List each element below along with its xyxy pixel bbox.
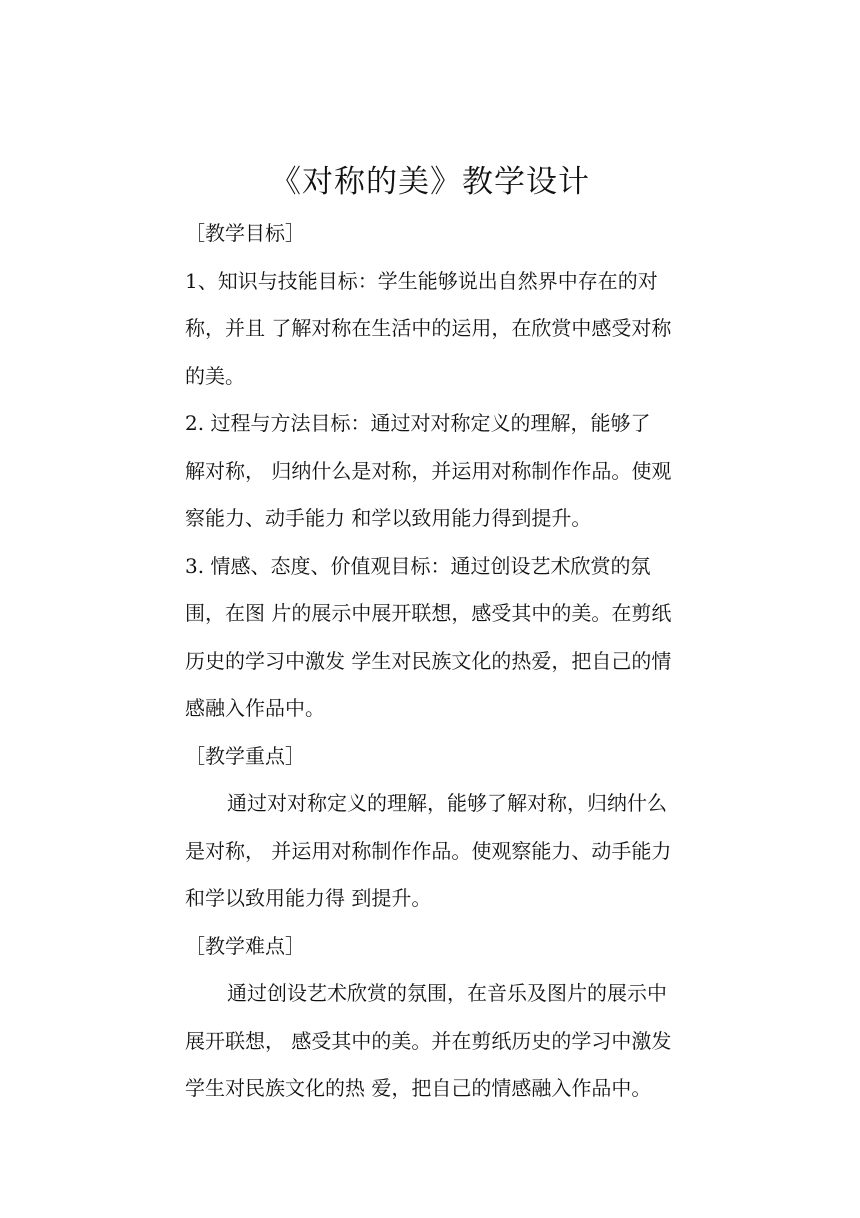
paragraph-line: 通过创设艺术欣赏的氛围，在音乐及图片的展示中 bbox=[227, 981, 667, 1005]
document-title: 《对称的美》教学设计 bbox=[270, 164, 590, 200]
section-heading-difficulties: ［教学难点］ bbox=[185, 933, 305, 958]
document-body bbox=[185, 210, 680, 1113]
paragraph-line: 1、知识与技能目标：学生能够说出自然界中存在的对 bbox=[185, 268, 658, 293]
paragraph-line: 通过对对称定义的理解，能够了解对称，归纳什么 bbox=[227, 791, 667, 815]
paragraph-line: 3. 情感、态度、价值观目标：通过创设艺术欣赏的氛 bbox=[185, 553, 651, 578]
paragraph-line: 的美。 bbox=[185, 363, 245, 388]
paragraph-line: 学生对民族文化的热 爱，把自己的情感融入作品中。 bbox=[185, 1076, 652, 1100]
paragraph-line: 2. 过程与方法目标：通过对对称定义的理解，能够了 bbox=[185, 411, 651, 435]
paragraph-line: 解对称， 归纳什么是对称，并运用对称制作作品。使观 bbox=[185, 458, 672, 483]
paragraph-line: 感融入作品中。 bbox=[185, 696, 325, 720]
paragraph-line: 察能力、动手能力 和学以致用能力得到提升。 bbox=[185, 506, 592, 530]
section-heading-objectives: ［教学目标］ bbox=[185, 221, 305, 245]
section-heading-key-points: ［教学重点］ bbox=[185, 743, 305, 768]
paragraph-line: 和学以致用能力得 到提升。 bbox=[185, 886, 432, 910]
paragraph-line: 是对称， 并运用对称制作作品。使观察能力、动手能力 bbox=[185, 838, 672, 863]
paragraph-line: 历史的学习中激发 学生对民族文化的热爱，把自己的情 bbox=[185, 648, 672, 673]
paragraph-line: 展开联想， 感受其中的美。并在剪纸历史的学习中激发 bbox=[185, 1028, 672, 1053]
paragraph-line: 围，在图 片的展示中展开联想，感受其中的美。在剪纸 bbox=[185, 601, 672, 625]
paragraph-line: 称，并且 了解对称在生活中的运用，在欣赏中感受对称 bbox=[185, 316, 672, 340]
